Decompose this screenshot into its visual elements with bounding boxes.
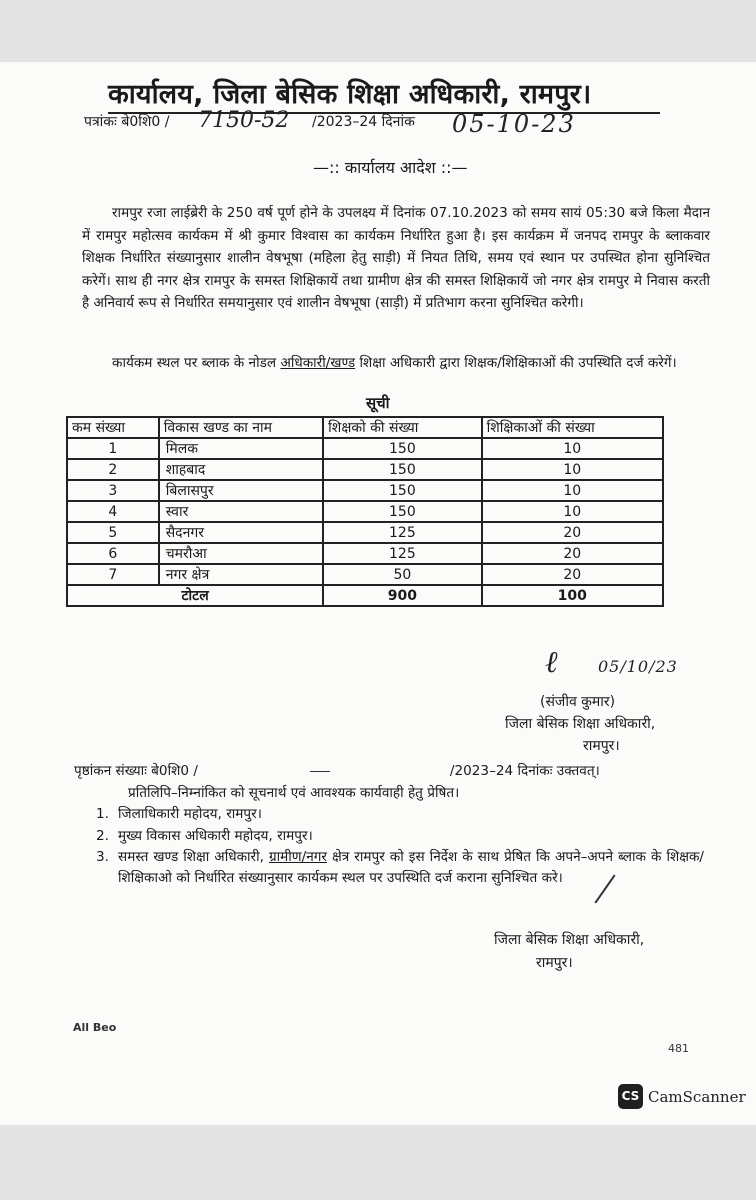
copy-to-line: प्रतिलिपि–निम्नांकित को सूचनार्थ एवं आवश्यक कार्यवाही हेतु प्रेषित।: [128, 785, 460, 801]
cell-serial: 2: [67, 459, 159, 480]
item3-end: क्षेत्र रामपुर को इस निर्देश के साथ प्रेषित कि अपने–अपने ब्लाक के शिक्षक/शिक्षिकाओ को निर्धारित संख्यानुसार कार्यकम स्थल पर उपस्थिति दर्ज कराना सुनिश्चित करे।: [118, 849, 704, 886]
endorsement-suffix: /2023–24 दिनांकः उक्तवत्।: [449, 763, 600, 779]
camscanner-logo-icon: CS: [618, 1084, 643, 1109]
order-heading: —:: कार्यालय आदेश ::—: [313, 158, 468, 177]
cell-female-teachers: 10: [482, 438, 663, 459]
allocation-table: [66, 416, 664, 607]
copy-item-number: 2.: [96, 828, 109, 844]
copy-item: [96, 847, 706, 888]
table-row: [67, 543, 663, 564]
cell-teachers: 125: [323, 543, 481, 564]
cell-block: मिलक: [159, 438, 323, 459]
cell-serial: 4: [67, 501, 159, 522]
cell-block: बिलासपुर: [159, 480, 323, 501]
copy-item: [96, 826, 706, 847]
cell-female-teachers: 20: [482, 543, 663, 564]
cell-block: नगर क्षेत्र: [159, 564, 323, 585]
header-teachers: शिक्षको की संख्या: [323, 417, 481, 438]
order-paragraph-1: रामपुर रजा लाईब्रेरी के 250 वर्ष पूर्ण होने के उपलक्ष्य में दिनांक 07.10.2023 को समय सायं 05:30 बजे किला मैदान में रामपुर महोत्सव कार्यकम में श्री कुमार विश्वास का कार्यकम निर्धारित हुआ है। इस कार्यक्रम में जनपद रामपुर के ब्लाकवार शिक्षक निर्धारित संख्यानुसार शालीन वेषभूषा (महिला हेतु साड़ी) में नियत तिथि, समय एवं स्थान पर उपस्थित होना सुनिश्चित करेगें। साथ ही नगर क्षेत्र रामपुर के समस्त शिक्षिकायें तथा ग्रामीण क्षेत्र की समस्त शिक्षिकायें जो नगर क्षेत्र रामपुर मे निवास करती है अनिवार्य रूप से निर्धारित समयानुसार एवं शालीन वेषभूषा (साड़ी) में प्रतिभाग करना सुनिश्चित करेगी।: [82, 205, 711, 311]
cell-teachers: 125: [323, 522, 481, 543]
table-header-row: [67, 417, 663, 438]
footer-designation: जिला बेसिक शिक्षा अधिकारी,: [494, 932, 645, 948]
table-total-row: [67, 585, 663, 606]
total-female-teachers: 100: [482, 585, 663, 606]
footer-place: रामपुर।: [536, 955, 573, 971]
table-row: [67, 438, 663, 459]
top-scan-margin: [0, 0, 756, 62]
cell-female-teachers: 10: [482, 501, 663, 522]
office-title: कार्यालय, जिला बेसिक शिक्षा अधिकारी, रामपुर।: [108, 79, 592, 110]
cell-block: सैदनगर: [159, 522, 323, 543]
total-teachers: 900: [323, 585, 481, 606]
para2-underlined: अधिकारी/खण्ड: [280, 355, 356, 371]
copy-item-number: 1.: [96, 806, 109, 822]
copy-item: [96, 804, 706, 825]
cell-teachers: 150: [323, 501, 481, 522]
header-block: विकास खण्ड का नाम: [159, 417, 323, 438]
camscanner-watermark: CamScanner: [648, 1088, 746, 1106]
table-caption: सूची: [366, 394, 390, 412]
distribution-note: All Beo: [73, 1021, 117, 1034]
table-row: [67, 480, 663, 501]
para2-start: कार्यकम स्थल पर ब्लाक के नोडल: [112, 355, 277, 371]
signatory-place: रामपुर।: [583, 738, 620, 754]
cell-teachers: 150: [323, 480, 481, 501]
cell-female-teachers: 10: [482, 459, 663, 480]
item3-underlined: ग्रामीण/नगर: [268, 849, 327, 865]
signatory-designation: जिला बेसिक शिक्षा अधिकारी,: [505, 716, 656, 732]
page-number: 481: [668, 1042, 689, 1055]
cell-teachers: 50: [323, 564, 481, 585]
cell-serial: 6: [67, 543, 159, 564]
table-row: [67, 564, 663, 585]
para2-end: शिक्षा अधिकारी द्वारा शिक्षक/शिक्षिकाओं की उपस्थिति दर्ज करेगें।: [359, 355, 677, 371]
cell-serial: 1: [67, 438, 159, 459]
cell-block: चमरौआ: [159, 543, 323, 564]
date-handwritten: 05-10-23: [452, 110, 576, 138]
reference-row: [84, 112, 169, 131]
cell-block: स्वार: [159, 501, 323, 522]
cell-female-teachers: 20: [482, 564, 663, 585]
signature-date-handwritten: 05/10/23: [598, 657, 678, 676]
bottom-scan-margin: [0, 1125, 756, 1200]
signature-mark: ℓ: [545, 645, 558, 680]
endorsement-dash: [310, 771, 330, 772]
copy-item-number: 3.: [96, 849, 109, 865]
copy-item-text: मुख्य विकास अधिकारी महोदय, रामपुर।: [118, 828, 313, 844]
table-row: [67, 459, 663, 480]
cell-serial: 7: [67, 564, 159, 585]
total-label: टोटल: [67, 585, 323, 606]
cell-female-teachers: 10: [482, 480, 663, 501]
header-female-teachers: शिक्षिकाओं की संख्या: [482, 417, 663, 438]
ref-prefix: पत्रांकः बे0शि0 /: [84, 114, 170, 130]
cell-teachers: 150: [323, 438, 481, 459]
cell-serial: 5: [67, 522, 159, 543]
ref-year: /2023–24 दिनांक: [312, 114, 415, 130]
ref-number-handwritten: 7150-52: [198, 108, 290, 133]
cell-serial: 3: [67, 480, 159, 501]
cell-block: शाहबाद: [159, 459, 323, 480]
copy-item-text: जिलाधिकारी महोदय, रामपुर।: [118, 806, 262, 822]
table-row: [67, 522, 663, 543]
cell-teachers: 150: [323, 459, 481, 480]
endorsement-prefix: पृष्ठांकन संख्याः बे0शि0 /: [74, 763, 198, 779]
order-paragraph-2: [82, 352, 710, 375]
item3-start: समस्त खण्ड शिक्षा अधिकारी,: [118, 849, 264, 865]
cell-female-teachers: 20: [482, 522, 663, 543]
table-row: [67, 501, 663, 522]
header-serial: कम संख्या: [67, 417, 159, 438]
signatory-name: (संजीव कुमार): [540, 694, 616, 710]
endorsement-line: [74, 760, 654, 779]
copy-item-text: [118, 847, 704, 888]
